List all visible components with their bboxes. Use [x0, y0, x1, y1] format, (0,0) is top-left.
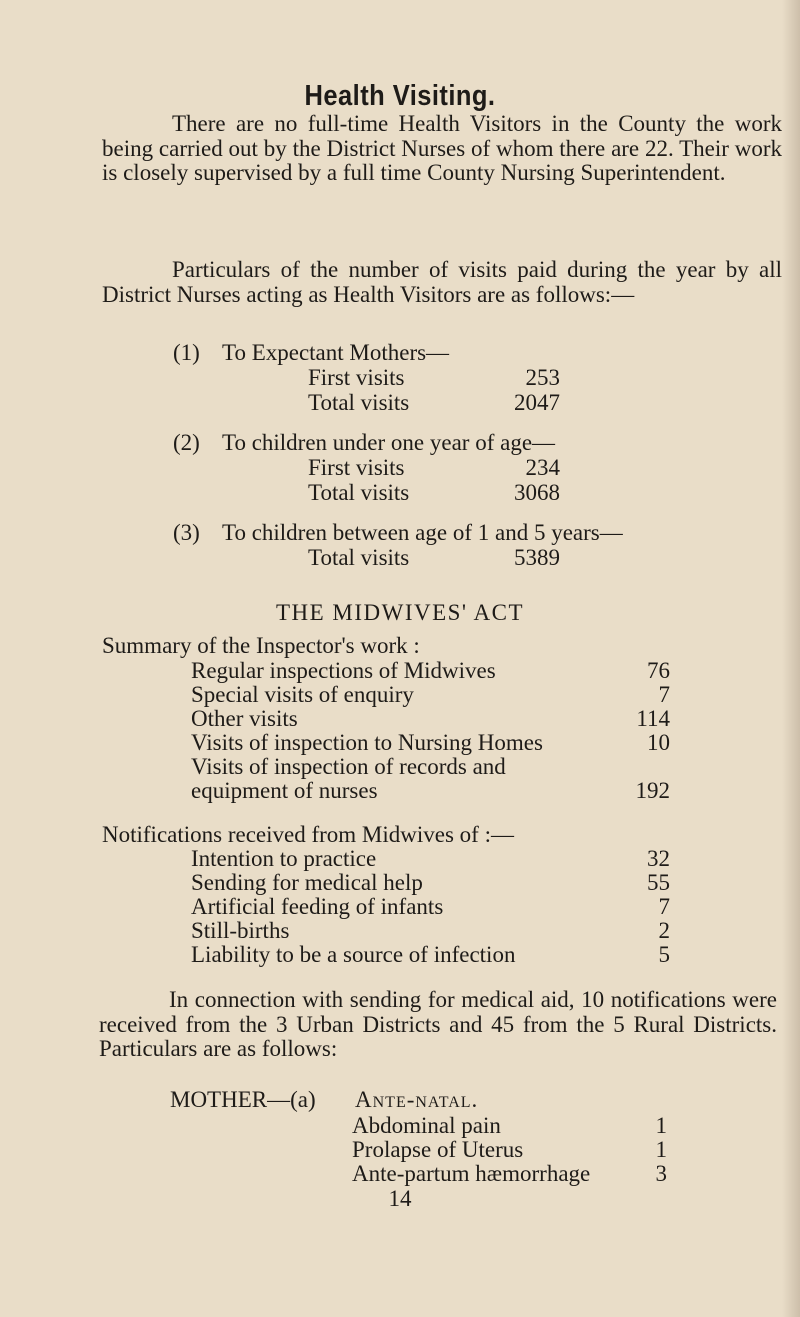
visit-row-value: 5389: [514, 545, 560, 570]
mother-row-label: Ante-partum hæmorrhage: [352, 1161, 591, 1186]
visit-row-label: Total visits: [308, 545, 410, 570]
visit-row-value: 253: [525, 365, 560, 390]
intro-paragraph: [102, 112, 782, 186]
mother-label: MOTHER—(a): [170, 1087, 316, 1112]
mother-row-label: Prolapse of Uterus: [352, 1137, 524, 1162]
summary-row-label: equipment of nurses: [191, 778, 378, 803]
visit-marker: (2): [173, 430, 200, 455]
summary-row-label: Regular inspections of Midwives: [191, 658, 496, 683]
visit-row-value: 3068: [514, 480, 560, 505]
notification-row-value: 2: [658, 918, 670, 943]
notification-row-value: 5: [658, 942, 670, 967]
notification-row-label: Sending for medical help: [191, 870, 423, 895]
page-title: Health Visiting.: [304, 80, 496, 112]
notification-row-label: Artificial feeding of infants: [191, 894, 444, 919]
summary-row-label: Special visits of enquiry: [191, 682, 414, 707]
summary-row-value: 76: [647, 658, 670, 683]
visit-row-label: Total visits: [308, 480, 410, 505]
intro-paragraph-text: There are no full-time Health Visitors in the County the work being carried out by the District Nurses of whom there are 22. Their work is closely supervised by a full time County Nursing Superintendent.: [102, 111, 782, 185]
mother-row-value: 1: [655, 1137, 667, 1162]
visit-row-label: First visits: [308, 455, 405, 480]
page-number: 14: [388, 1186, 412, 1211]
mother-row-label: Abdominal pain: [352, 1113, 501, 1138]
visit-row-label: Total visits: [308, 390, 410, 415]
medical-aid-paragraph: [99, 988, 777, 1062]
visit-marker: (1): [173, 340, 200, 365]
summary-row-label: Visits of inspection to Nursing Homes: [191, 730, 543, 755]
visit-heading: To children between age of 1 and 5 years—: [222, 520, 623, 545]
notifications-heading: Notifications received from Midwives of :—: [102, 822, 514, 847]
summary-row-value: 10: [647, 730, 670, 755]
visit-marker: (3): [173, 520, 200, 545]
notification-row-value: 32: [647, 846, 670, 871]
mother-subheading: Ante-natal.: [355, 1087, 479, 1112]
visit-heading: To Expectant Mothers—: [222, 340, 450, 365]
visit-heading: To children under one year of age—: [222, 430, 556, 455]
medical-aid-paragraph-text: In connection with sending for medical aid, 10 notifications were received from the 3 Urban Districts and 45 from the 5 Rural Districts. Particulars are as follows:: [99, 987, 777, 1061]
summary-row-value: 192: [635, 778, 670, 803]
notification-row-label: Liability to be a source of infection: [191, 942, 516, 967]
summary-row-value: 114: [636, 706, 670, 731]
particulars-paragraph-text: Particulars of the number of visits paid during the year by all District Nurses acting as Health Visitors are as follows:—: [102, 257, 782, 307]
notification-row-value: 55: [647, 870, 670, 895]
notification-row-label: Intention to practice: [191, 846, 377, 871]
visit-row-value: 2047: [514, 390, 560, 415]
page-edge-shadow: [782, 0, 800, 1317]
summary-row-value: 7: [658, 682, 670, 707]
mother-row-value: 3: [655, 1161, 667, 1186]
notification-row-value: 7: [658, 894, 670, 919]
summary-row-label: Visits of inspection of records and: [191, 754, 506, 779]
summary-row-label: Other visits: [191, 706, 298, 731]
notification-row-label: Still-births: [191, 918, 290, 943]
visit-row-value: 234: [525, 455, 560, 480]
summary-heading: Summary of the Inspector's work :: [102, 633, 420, 658]
mother-row-value: 1: [655, 1113, 667, 1138]
midwives-act-heading: THE MIDWIVES' ACT: [275, 600, 525, 625]
visit-row-label: First visits: [308, 365, 405, 390]
particulars-paragraph: [102, 258, 782, 307]
